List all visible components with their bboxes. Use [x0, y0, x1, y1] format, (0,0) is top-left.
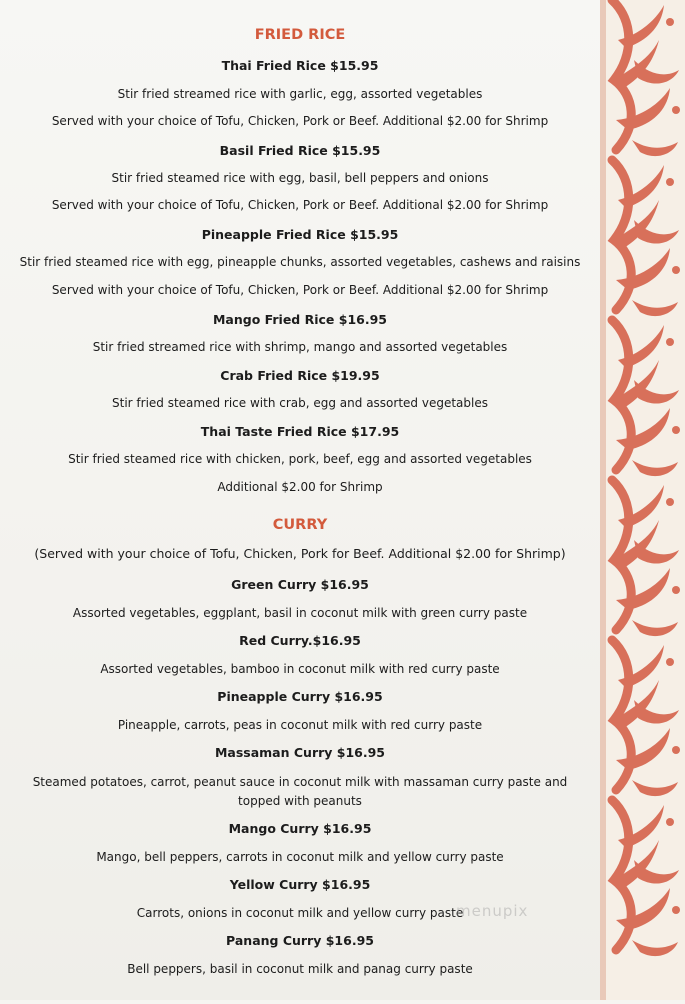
menu-item-description: Stir fried steamed rice with crab, egg and assorted vegetables — [112, 396, 488, 410]
menu-item-description: Served with your choice of Tofu, Chicken, Pork or Beef. Additional $2.00 for Shrimp — [51, 198, 549, 212]
decorative-border — [600, 0, 685, 1000]
menu-item-description: Stir fried steamed rice with egg, pineapple chunks, assorted vegetables, cashews and raisins — [19, 255, 581, 269]
menu-item-description: topped with peanuts — [238, 794, 362, 808]
menu-item-name: Pineapple Fried Rice $15.95 — [201, 227, 399, 242]
menu-item-description: Steamed potatoes, carrot, peanut sauce in coconut milk with massaman curry paste and — [32, 775, 568, 789]
menu-item-name: Panang Curry $16.95 — [226, 933, 374, 948]
menu-item-description: Mango, bell peppers, carrots in coconut milk and yellow curry paste — [96, 850, 504, 864]
curry-note: (Served with your choice of Tofu, Chicken, Pork for Beef. Additional $2.00 for Shrimp) — [34, 546, 566, 561]
menu-item-name: Massaman Curry $16.95 — [214, 745, 386, 760]
section-title-curry: CURRY — [272, 517, 328, 533]
menu-item-name: Thai Fried Rice $15.95 — [221, 58, 379, 73]
menu-item-name: Green Curry $16.95 — [231, 577, 369, 592]
menu-item-description: Stir fried steamed rice with chicken, pork, beef, egg and assorted vegetables — [68, 452, 532, 466]
menu-item-description: Served with your choice of Tofu, Chicken, Pork or Beef. Additional $2.00 for Shrimp — [51, 114, 549, 128]
menu-item-name: Basil Fried Rice $15.95 — [219, 143, 381, 158]
menu-item-description: Pineapple, carrots, peas in coconut milk with red curry paste — [117, 718, 483, 732]
menu-item-description: Assorted vegetables, bamboo in coconut milk with red curry paste — [100, 662, 500, 676]
menu-item-description: Stir fried streamed rice with shrimp, mango and assorted vegetables — [92, 340, 508, 354]
menu-item-description: Carrots, onions in coconut milk and yellow curry paste — [136, 906, 464, 920]
floral-ornament-icon — [600, 0, 685, 1000]
menu-item-description: Stir fried streamed rice with garlic, egg, assorted vegetables — [117, 87, 483, 101]
menu-item-name: Mango Curry $16.95 — [228, 821, 372, 836]
menu-item-description: Served with your choice of Tofu, Chicken, Pork or Beef. Additional $2.00 for Shrimp — [51, 283, 549, 297]
section-title-fried-rice: FRIED RICE — [254, 27, 346, 43]
menu-item-name: Mango Fried Rice $16.95 — [212, 312, 387, 327]
watermark: menupix — [456, 902, 529, 920]
menu-item-name: Pineapple Curry $16.95 — [217, 689, 383, 704]
menu-item-name: Crab Fried Rice $19.95 — [220, 368, 380, 383]
menu-item-description: Additional $2.00 for Shrimp — [217, 480, 383, 494]
menu-item-description: Assorted vegetables, eggplant, basil in coconut milk with green curry paste — [72, 606, 528, 620]
menu-item-name: Thai Taste Fried Rice $17.95 — [200, 424, 400, 439]
menu-item-description: Bell peppers, basil in coconut milk and panag curry paste — [127, 962, 473, 976]
menu-item-name: Red Curry.$16.95 — [239, 633, 361, 648]
menu-item-description: Stir fried steamed rice with egg, basil, bell peppers and onions — [111, 171, 489, 185]
menu-item-name: Yellow Curry $16.95 — [229, 877, 371, 892]
